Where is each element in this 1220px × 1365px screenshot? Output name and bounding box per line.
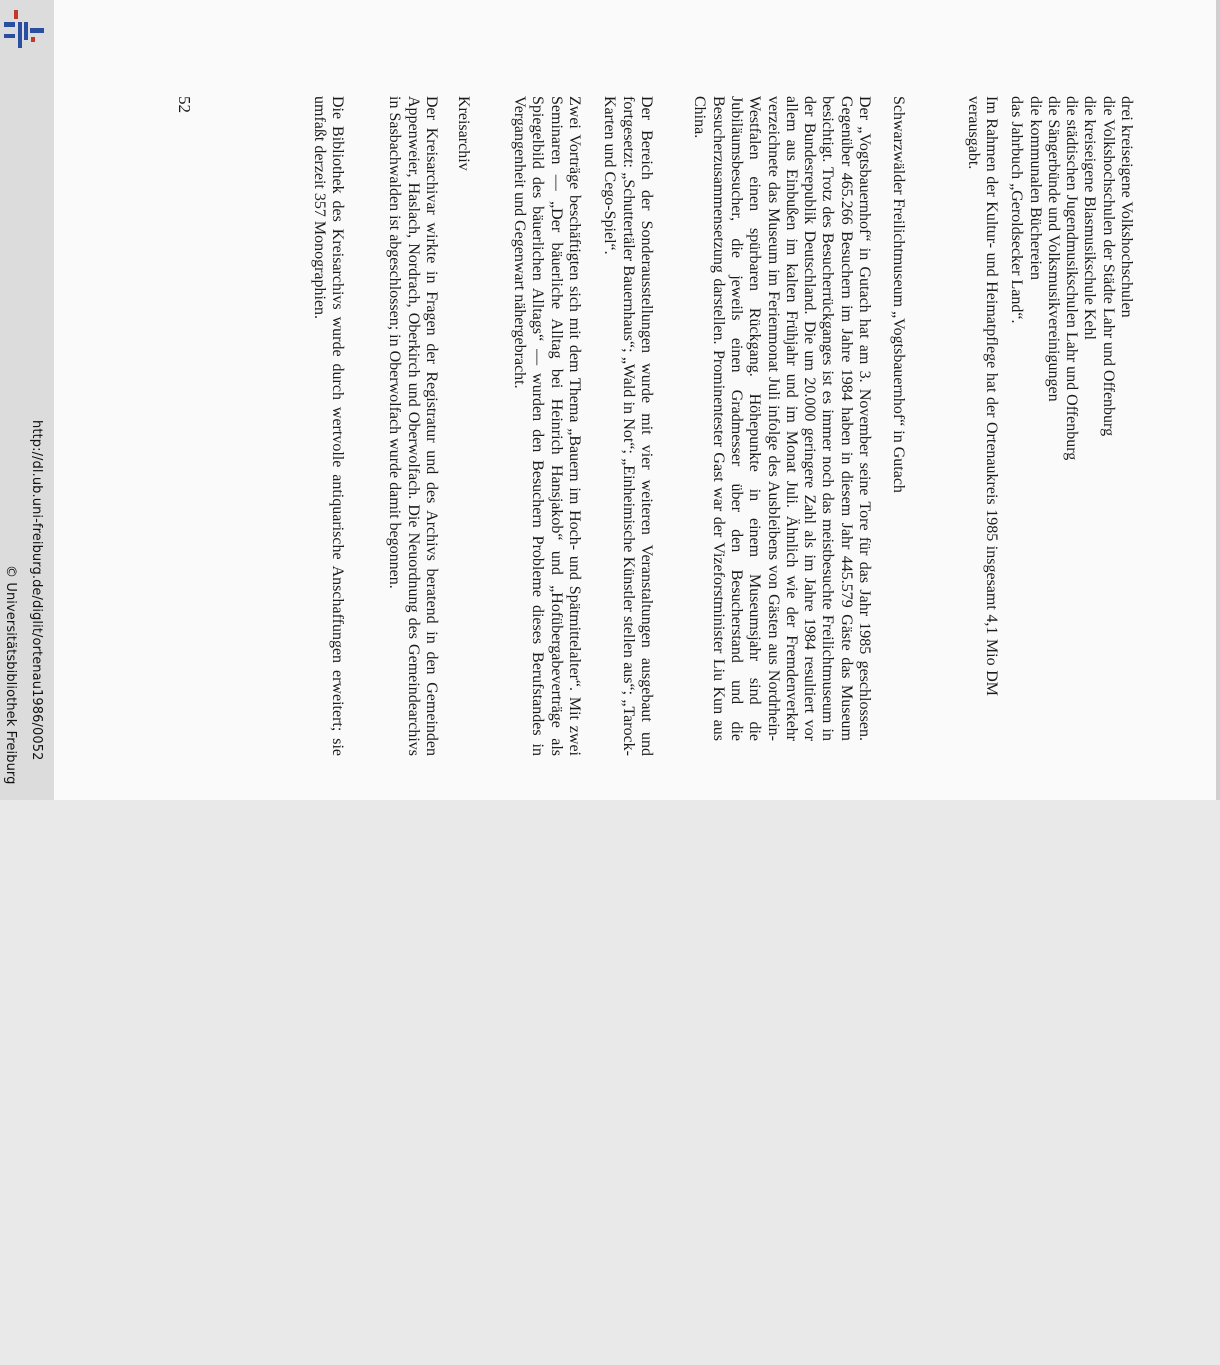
paragraph: Der Kreisarchivar wirkte in Fragen der Registratur und des Archivs beratend in den Gemeinden Appenweier, Haslach, Nordrach, Oberkirch und Oberwolfach. Die Neuordnung des Gemeindearchivs in Sasbachwalden ist abgeschlossen; in Oberwolfach wurde damit begonnen. [386,96,440,756]
section-heading-museum: Schwarzwälder Freilichtmuseum „Vogtsbauernhof“ in Gutach [890,96,907,493]
list-item: die Volkshochschulen der Städte Lahr und Offenburg [1099,96,1117,437]
page-edge [1216,0,1220,800]
viewer-sidebar [0,0,54,800]
source-url[interactable]: http://dl.ub.uni-freiburg.de/diglit/ortenau1986/0052 [29,420,44,761]
page-text-block [135,96,1135,756]
list-item: die städtischen Jugendmusikschulen Lahr und Offenburg [1063,96,1081,461]
scanned-page [54,0,1220,800]
list-item: das Jahrbuch „Geroldsecker Land“. [1008,96,1026,324]
paragraph: Im Rahmen der Kultur- und Heimatpflege hat der Ortenaukreis 1985 insgesamt 4,1 Mio DM verausgabt. [964,96,1000,696]
institutions-list [1007,96,1135,460]
list-item: die kreiseigene Blasmusikschule Kehl [1081,96,1099,340]
page-number: 52 [175,96,194,113]
list-item: die kommunalen Büchereien [1026,96,1044,280]
paragraph: Die Bibliothek des Kreisarchivs wurde durch wertvolle antiquarische Anschaffungen erweitert; sie umfaßt derzeit 357 Monographien. [310,96,346,756]
section-heading-archiv: Kreisarchiv [455,96,472,171]
paragraph: Der Bereich der Sonderausstellungen wurde mit vier weiteren Veranstaltungen ausgebaut und fortgesetzt: „Schuttertäler Bauernhaus“; „Wald in Not“; „Einheimische Künstler stellen aus“; „Tarock-Karten und Cego-Spiel“. [601,96,655,756]
paragraph: Zwei Vorträge beschäftigten sich mit dem Thema „Bauern im Hoch- und Spätmittelalter“. Mit zwei Seminaren — „Der bäuerliche Alltag bei Heinrich Hansjakob“ und „Hofübergabeverträge als Spiegelbild des bäuerlichen Alltags“ — wurden den Besuchern Probleme dieses Berufstandes in Vergangenheit und Gegenwart nähergebracht. [511,96,583,756]
ub-freiburg-logo-icon [4,10,46,50]
copyright-notice: © Universitätsbibliothek Freiburg [3,565,18,785]
paragraph: Der „Vogtsbauernhof“ in Gutach hat am 3. November seine Tore für das Jahr 1985 geschlossen. Gegenüber 465.266 Besuchern im Jahre 1984 haben in diesem Jahr 445.579 Gäste das Museum besichtigt. Trotz des Besucherrückganges ist es immer noch das meistbesuchte Freilichtmuseum in der Bundesrepublik Deutschland. Die um 20.000 geringere Zahl als im Jahre 1984 resultiert vor allem aus Einbußen im kalten Frühjahr und im Monat Juli. Ähnlich wie der Fremdenverkehr verzeichnete das Museum im Ferienmonat Juli infolge des Ausbleibens von Gästen aus Nordrhein-Westfalen einen spürbaren Rückgang. Höhepunkte in einem Museumsjahr sind die Jubiläumsbesucher, die jeweils einen Gradmesser über den Besucherstand und die Besucherzusammensetzung darstellen. Prominentester Gast war der Vizeforstminister Liu Kun aus China. [691,96,873,741]
list-item: die Sängerbünde und Volksmusikvereinigungen [1044,96,1062,402]
list-item: drei kreiseigene Volkshochschulen [1118,96,1135,318]
